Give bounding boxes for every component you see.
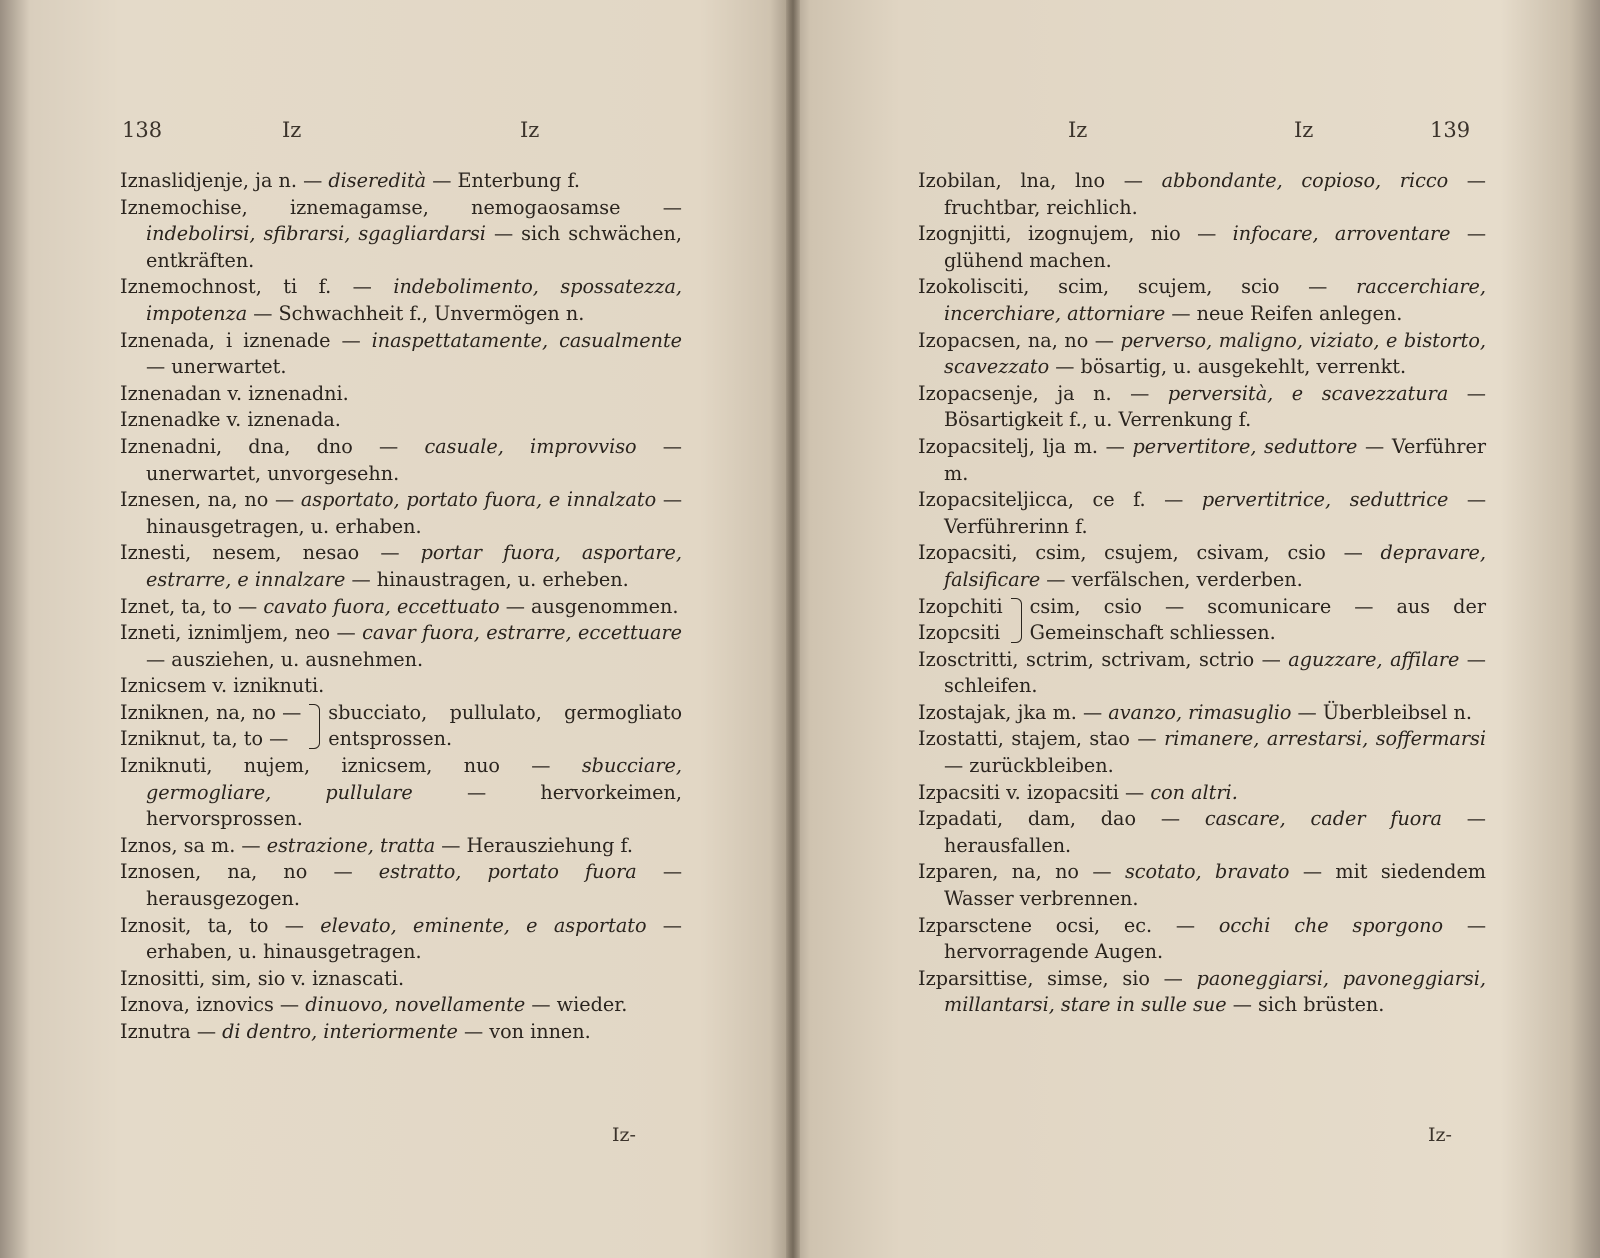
entry-headword: Izparen, na, no [918, 860, 1079, 884]
entry-headword: Iznova, iznovics [120, 993, 274, 1017]
running-head-left-2: Iz [520, 118, 540, 142]
entry-headword: Izopacsen, na, no [918, 328, 1089, 352]
dictionary-entry: Iznosen, na, no — estratto, portato fuora — herausgezogen. [120, 860, 683, 911]
entry-german: zurückbleiben. [969, 754, 1114, 778]
dictionary-entry: Iznutra — di dentro, interiormente — von innen. [120, 1020, 591, 1043]
dictionary-entry: Iznaslidjenje, ja n. — diseredità — Enterbung f. [120, 169, 580, 192]
entry-german: Schwachheit f., Unvermögen n. [278, 301, 585, 325]
entry-headword: Izostajak, jka m. [918, 700, 1077, 724]
entry-italian: depravare, falsificare [944, 541, 1486, 591]
entry-headword: Izopacsiti, csim, csujem, csivam, csio [918, 541, 1326, 565]
entry-italian: estrazione, tratta [266, 833, 436, 857]
entry-italian: inaspettatamente, casualmente [371, 328, 683, 352]
entry-italian: asportato, portato fuora, e innalzato [300, 488, 657, 512]
entry-italian: cavato fuora, eccettuato [263, 594, 500, 618]
entry-headword: Izniknuti, nujem, iznicsem, nuo [120, 754, 500, 778]
running-head-right-1: Iz [1068, 118, 1088, 142]
entry-italian: perverso, maligno, viziato, e bistorto, scavezzato [944, 328, 1486, 379]
entry-headword: Iznutra [120, 1020, 191, 1043]
entry-italian: pervertitrice, seduttrice [1201, 488, 1449, 512]
entry-headword: Izopcsiti [918, 621, 1001, 645]
entry-italian: sbucciato, pullulato, germogliato [328, 700, 682, 724]
entry-headword: Izognjitti, izognujem, nio [918, 222, 1181, 246]
entry-german: sich brüsten. [1258, 993, 1385, 1017]
entry-german: schleifen. [944, 674, 1038, 698]
dictionary-entry: Iznos, sa m. — estrazione, tratta — Herausziehung f. [120, 833, 634, 857]
entry-german: entsprossen. [328, 727, 453, 751]
dictionary-entry [120, 966, 682, 993]
entry-italian: sbucciare, germogliare, pullulare [146, 754, 682, 804]
entry-headword: Izostatti, stajem, stao [918, 727, 1130, 751]
entry-headword: Iznemochise, iznemagamse, nemogaosamse [120, 195, 621, 219]
entry-headword: Iznaslidjenje, ja n. [120, 169, 297, 192]
dictionary-entry: Izopacsen, na, no — perverso, maligno, viziato, e bistorto, scavezzato — bösartig, u. ausgekehlt, verrenkt. [918, 328, 1486, 379]
entry-headword: Izokolisciti, scim, scujem, scio [918, 275, 1280, 299]
entry-german: hervorragende Augen. [944, 940, 1164, 964]
entry-headword: Iznenadke v. iznenada. [120, 408, 341, 432]
page-number-right: 139 [1430, 118, 1471, 142]
entry-headword: Iznos, sa m. [120, 833, 236, 857]
entry-german: fruchtbar, reichlich. [944, 195, 1138, 219]
entry-german: bösartig, u. ausgekehlt, verrenkt. [1080, 355, 1407, 379]
bracketed-entry [120, 700, 682, 753]
entry-headword: Izparsctene ocsi, ec. [918, 913, 1153, 937]
entry-italian: scotato, bravato [1124, 860, 1290, 884]
entry-headword: Iznenadni, dna, dno [120, 434, 353, 458]
dictionary-entry: Izniknuti, nujem, iznicsem, nuo — sbucciare, germogliare, pullulare — hervorkeimen, hervorsprossen. [120, 754, 682, 831]
entry-headword: Izniknen, na, no — [120, 700, 302, 724]
entry-italian: infocare, arroventare [1232, 222, 1451, 246]
entry-german: ausgenommen. [531, 594, 679, 618]
dictionary-entry: Izobilan, lna, lno — abbondante, copioso, ricco — fruchtbar, reichlich. [918, 169, 1486, 219]
entry-german: Enterbung f. [457, 169, 580, 192]
left-entries [120, 168, 682, 1046]
page-number-left: 138 [122, 118, 163, 142]
dictionary-entry [120, 407, 682, 434]
entry-headword: Iznet, ta, to [120, 594, 232, 618]
right-entries [918, 168, 1486, 1019]
dictionary-entry [120, 673, 682, 700]
dictionary-entry: Iznesti, nesem, nesao — portar fuora, asportare, estrarre, e innalzare — hinaustragen, u. erheben. [120, 541, 683, 591]
entry-headword: Izpadati, dam, dao [918, 807, 1137, 831]
dictionary-entry: Izpadati, dam, dao — cascare, cader fuora — herausfallen. [918, 807, 1486, 857]
entry-italian: diseredità [328, 169, 427, 192]
dictionary-entry [120, 381, 682, 408]
entry-italian: paoneggiarsi, pavoneggiarsi, millantarsi, stare in sulle sue [944, 966, 1486, 1017]
entry-headword: Iznosit, ta, to [120, 913, 269, 937]
dictionary-entry: Izpacsiti v. izopacsiti — con altri. [918, 780, 1238, 804]
entry-german: hinausgetragen, u. erhaben. [146, 514, 422, 538]
brace-mark [309, 704, 320, 749]
entry-german: neue Reifen anlegen. [1196, 301, 1403, 325]
running-head-right-2: Iz [1294, 118, 1314, 142]
entry-italian: avanzo, rimasuglio [1108, 700, 1292, 724]
entry-headword: Iznenada, i iznenade [120, 328, 331, 352]
dictionary-entry: Izopacsenje, ja n. — perversità, e scavezzatura — Bösartigkeit f., u. Verrenkung f. [918, 381, 1486, 432]
catchword-left: Iz- [612, 1124, 636, 1146]
entry-german: hervorkeimen, hervorsprossen. [146, 780, 682, 831]
entry-german: Überbleibsel n. [1322, 700, 1472, 724]
entry-headword: Iznemochnost, ti f. [120, 275, 332, 299]
dictionary-entry: Izostajak, jka m. — avanzo, rimasuglio — Überbleibsel n. [918, 700, 1472, 724]
entry-headword: Izopchiti [918, 594, 1003, 618]
entry-italian: pervertitore, seduttore [1132, 434, 1358, 458]
entry-headword: Iznesen, na, no [120, 488, 269, 512]
dictionary-entry: Izopacsiti, csim, csujem, csivam, csio — depravare, falsificare — verfälschen, verderben. [918, 541, 1486, 591]
entry-german: ausziehen, u. ausnehmen. [171, 647, 424, 671]
entry-german: Verführer m. [944, 434, 1486, 485]
entry-headword: Izosctritti, sctrim, sctrivam, sctrio [918, 647, 1255, 671]
entry-german: — aus der Gemeinschaft schliessen. [1029, 594, 1486, 645]
entry-italian: cascare, cader fuora [1204, 807, 1442, 831]
entry-headword: Iznicsem v. izniknuti. [120, 674, 325, 698]
dictionary-entry: Izokolisciti, scim, scujem, scio — raccerchiare, incerchiare, attorniare — neue Reifen anlegen. [918, 275, 1486, 325]
entry-headword: Izopacsenje, ja n. [918, 381, 1112, 405]
entry-italian: indebolimento, spossatezza, impotenza [146, 275, 682, 325]
entry-italian: con altri. [1150, 780, 1238, 804]
entry-german: glühend machen. [944, 248, 1112, 272]
entry-german: herausgezogen. [146, 887, 300, 911]
dictionary-entry: Izneti, iznimljem, neo — cavar fuora, estrarre, eccettuare — ausziehen, u. ausnehmen. [120, 621, 682, 671]
entry-german: Bösartigkeit f., u. Verrenkung f. [944, 408, 1252, 432]
brace-mark [1011, 598, 1022, 643]
dictionary-entry: Izparsittise, simse, sio — paoneggiarsi, pavoneggiarsi, millantarsi, stare in sulle sue — sich brüsten. [918, 966, 1486, 1017]
dictionary-entry: Izopacsitelj, lja m. — pervertitore, seduttore — Verführer m. [918, 434, 1486, 485]
entry-italian: rimanere, arrestarsi, soffermarsi [1164, 727, 1486, 751]
dictionary-entry: Iznemochise, iznemagamse, nemogaosamse — indebolirsi, sfibrarsi, sgagliardarsi — sich schwächen, entkräften. [120, 195, 682, 272]
entry-italian: estratto, portato fuora [378, 860, 637, 884]
entry-italian: csim, csio — scomunicare [1029, 594, 1332, 618]
entry-german: mit siedendem Wasser verbrennen. [944, 860, 1486, 911]
entry-german: herausfallen. [944, 833, 1072, 857]
entry-headword: Iznenadan v. iznenadni. [120, 381, 349, 405]
dictionary-entry: Iznenadni, dna, dno — casuale, improvviso — unerwartet, unvorgesehn. [120, 434, 682, 485]
entry-german: hinaustragen, u. erheben. [376, 567, 629, 591]
dictionary-entry: Izparsctene ocsi, ec. — occhi che sporgono — hervorragende Augen. [918, 913, 1487, 964]
dictionary-entry: Iznenada, i iznenade — inaspettatamente, casualmente — unerwartet. [120, 328, 683, 379]
entry-headword: Iznositti, sim, sio v. iznascati. [120, 966, 405, 990]
bracketed-entry [918, 594, 1486, 647]
entry-italian: abbondante, copioso, ricco [1161, 169, 1449, 192]
entry-german: unerwartet. [171, 355, 287, 379]
entry-german: unerwartet, unvorgesehn. [146, 461, 400, 485]
entry-italian: di dentro, interiormente [222, 1020, 458, 1043]
dictionary-entry: Izostatti, stajem, stao — rimanere, arrestarsi, soffermarsi — zurückbleiben. [918, 727, 1486, 778]
dictionary-entry: Izosctritti, sctrim, sctrivam, sctrio — aguzzare, affilare — schleifen. [918, 647, 1486, 698]
entry-italian: cavar fuora, estrarre, eccettuare [362, 621, 682, 645]
running-head-left-1: Iz [282, 118, 302, 142]
entry-german: verfälschen, verderben. [1071, 567, 1303, 591]
dictionary-entry: Iznemochnost, ti f. — indebolimento, spossatezza, impotenza — Schwachheit f., Unvermögen n. [120, 275, 682, 325]
dictionary-entry: Iznesen, na, no — asportato, portato fuora, e innalzato — hinausgetragen, u. erhaben. [120, 488, 683, 538]
entry-headword: Izneti, iznimljem, neo [120, 621, 331, 645]
dictionary-entry: Izognjitti, izognujem, nio — infocare, arroventare — glühend machen. [918, 222, 1487, 272]
entry-headword: Izopacsiteljicca, ce f. [918, 488, 1146, 512]
entry-headword: Iznesti, nesem, nesao [120, 541, 360, 565]
entry-headword: Izparsittise, simse, sio [918, 966, 1150, 990]
entry-german: wieder. [556, 993, 628, 1017]
entry-italian: casuale, improvviso [424, 434, 637, 458]
entry-headword: Izniknut, ta, to — [120, 727, 289, 751]
entry-italian: portar fuora, asportare, estrarre, e innalzare [146, 541, 683, 591]
entry-german: sich schwächen, entkräften. [146, 222, 682, 272]
dictionary-entry: Izparen, na, no — scotato, bravato — mit siedendem Wasser verbrennen. [918, 860, 1486, 911]
entry-headword: Izobilan, lna, lno [918, 169, 1106, 192]
entry-italian: raccerchiare, incerchiare, attorniare [944, 275, 1486, 325]
entry-headword: Izopacsitelj, lja m. [918, 434, 1099, 458]
entry-italian: elevato, eminente, e asportato [320, 913, 647, 937]
entry-italian: perversità, e scavezzatura [1167, 381, 1449, 405]
entry-italian: aguzzare, affilare [1288, 647, 1460, 671]
entry-german: Herausziehung f. [466, 833, 634, 857]
right-page [800, 0, 1600, 1258]
entry-italian: dinuovo, novellamente [305, 993, 526, 1017]
entry-german: von innen. [489, 1020, 591, 1043]
entry-italian: occhi che sporgono [1218, 913, 1444, 937]
entry-italian: indebolirsi, sfibrarsi, sgagliardarsi [146, 222, 486, 246]
entry-headword: Izpacsiti v. izopacsiti [918, 780, 1119, 804]
catchword-right: Iz- [1428, 1124, 1452, 1146]
left-page [0, 0, 790, 1258]
entry-german: Verführerinn f. [944, 514, 1088, 538]
entry-headword: Iznosen, na, no [120, 860, 308, 884]
dictionary-entry: Iznova, iznovics — dinuovo, novellamente — wieder. [120, 993, 628, 1017]
entry-german: erhaben, u. hinausgetragen. [146, 940, 422, 964]
dictionary-entry: Iznosit, ta, to — elevato, eminente, e asportato — erhaben, u. hinausgetragen. [120, 913, 682, 964]
dictionary-entry: Iznet, ta, to — cavato fuora, eccettuato — ausgenommen. [120, 594, 679, 618]
dictionary-entry: Izopacsiteljicca, ce f. — pervertitrice, seduttrice — Verführerinn f. [918, 488, 1487, 538]
